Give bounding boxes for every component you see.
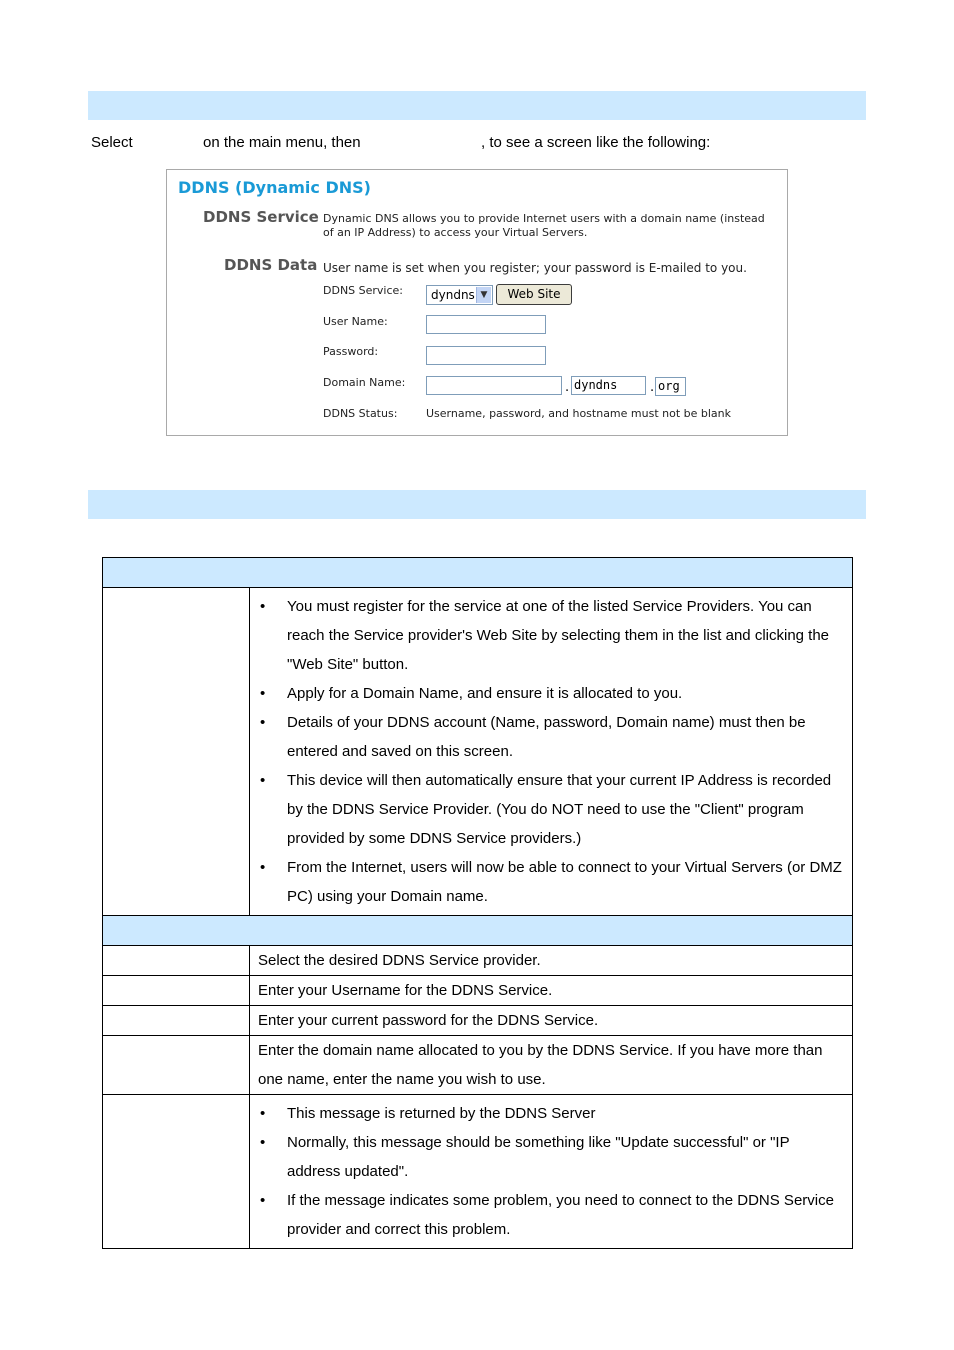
list-item: • Apply for a Domain Name, and ensure it is allocated to you.	[258, 679, 846, 708]
table-row	[103, 1006, 853, 1036]
data-heading: DDNS Data	[224, 256, 318, 274]
web-site-button[interactable]: Web Site	[496, 284, 572, 305]
domain-row-text: Enter the domain name allocated to you by the DDNS Service. If you have more than one name, enter the name you wish to use.	[250, 1036, 853, 1095]
ddns-fields-table	[102, 557, 853, 1249]
data-description: User name is set when you register; your password is E-mailed to you.	[323, 261, 747, 275]
password-row-text: Enter your current password for the DDNS Service.	[250, 1006, 853, 1036]
table-row	[103, 976, 853, 1006]
row-label	[103, 1036, 250, 1095]
list-item: • From the Internet, users will now be able to connect to your Virtual Servers (or DMZ PC) using your Domain name.	[258, 853, 846, 911]
chevron-down-icon[interactable]: ▼	[476, 287, 491, 303]
domain-dot-1: .	[565, 380, 570, 395]
status-bullets-cell	[250, 1095, 853, 1249]
list-item: • This message is returned by the DDNS Server	[258, 1099, 846, 1128]
service-bullets-cell	[250, 588, 853, 916]
intro-end: , to see a screen like the following:	[481, 134, 711, 151]
section-header-band	[88, 91, 866, 120]
service-row-text: Select the desired DDNS Service provider.	[250, 946, 853, 976]
service-heading: DDNS Service	[203, 208, 319, 226]
table-row	[103, 946, 853, 976]
table-row	[103, 1036, 853, 1095]
row-label	[103, 1006, 250, 1036]
domain-tld-input[interactable]: org	[655, 377, 686, 396]
row-label	[103, 588, 250, 916]
service-description: Dynamic DNS allows you to provide Internet users with a domain name (instead of an IP Address) to access your Virtual Servers.	[323, 212, 765, 239]
username-row-text: Enter your Username for the DDNS Service.	[250, 976, 853, 1006]
password-label: Password:	[323, 345, 379, 358]
list-item: • You must register for the service at one of the listed Service Providers. You can reach the Service provider's Web Site by selecting them in the list and clicking the "Web Site" button.	[258, 592, 846, 679]
status-value: Username, password, and hostname must not be blank	[426, 407, 732, 420]
row-label	[103, 976, 250, 1006]
domain-label: Domain Name:	[323, 376, 406, 389]
username-input[interactable]	[426, 315, 546, 334]
row-label	[103, 946, 250, 976]
list-item: • If the message indicates some problem, you need to connect to the DDNS Service provider and correct this problem.	[258, 1186, 846, 1244]
section-header-band-2	[88, 490, 866, 519]
username-label: User Name:	[323, 315, 388, 328]
status-label: DDNS Status:	[323, 407, 398, 420]
domain-host-input[interactable]	[426, 376, 562, 395]
table-row	[103, 588, 853, 916]
domain-middle-input[interactable]: dyndns	[571, 376, 646, 395]
ddns-service-label: DDNS Service:	[323, 284, 404, 297]
domain-dot-2: .	[650, 380, 655, 395]
ddns-service-value: dyndns	[431, 288, 475, 302]
table-row	[103, 1095, 853, 1249]
intro-select: Select	[91, 134, 133, 151]
ddns-service-select[interactable]	[426, 285, 493, 305]
password-input[interactable]	[426, 346, 546, 365]
list-item: • Normally, this message should be something like "Update successful" or "IP address updated".	[258, 1128, 846, 1186]
table-header-service	[103, 558, 853, 588]
intro-middle: on the main menu, then	[203, 134, 361, 151]
list-item: • Details of your DDNS account (Name, password, Domain name) must then be entered and saved on this screen.	[258, 708, 846, 766]
table-header-data	[103, 916, 853, 946]
row-label	[103, 1095, 250, 1249]
panel-title: DDNS (Dynamic DNS)	[178, 178, 371, 197]
ddns-screenshot-panel	[166, 169, 788, 436]
list-item: • This device will then automatically ensure that your current IP Address is recorded by the DDNS Service Provider. (You do NOT need to use the "Client" program provided by some DDNS Service providers.)	[258, 766, 846, 853]
